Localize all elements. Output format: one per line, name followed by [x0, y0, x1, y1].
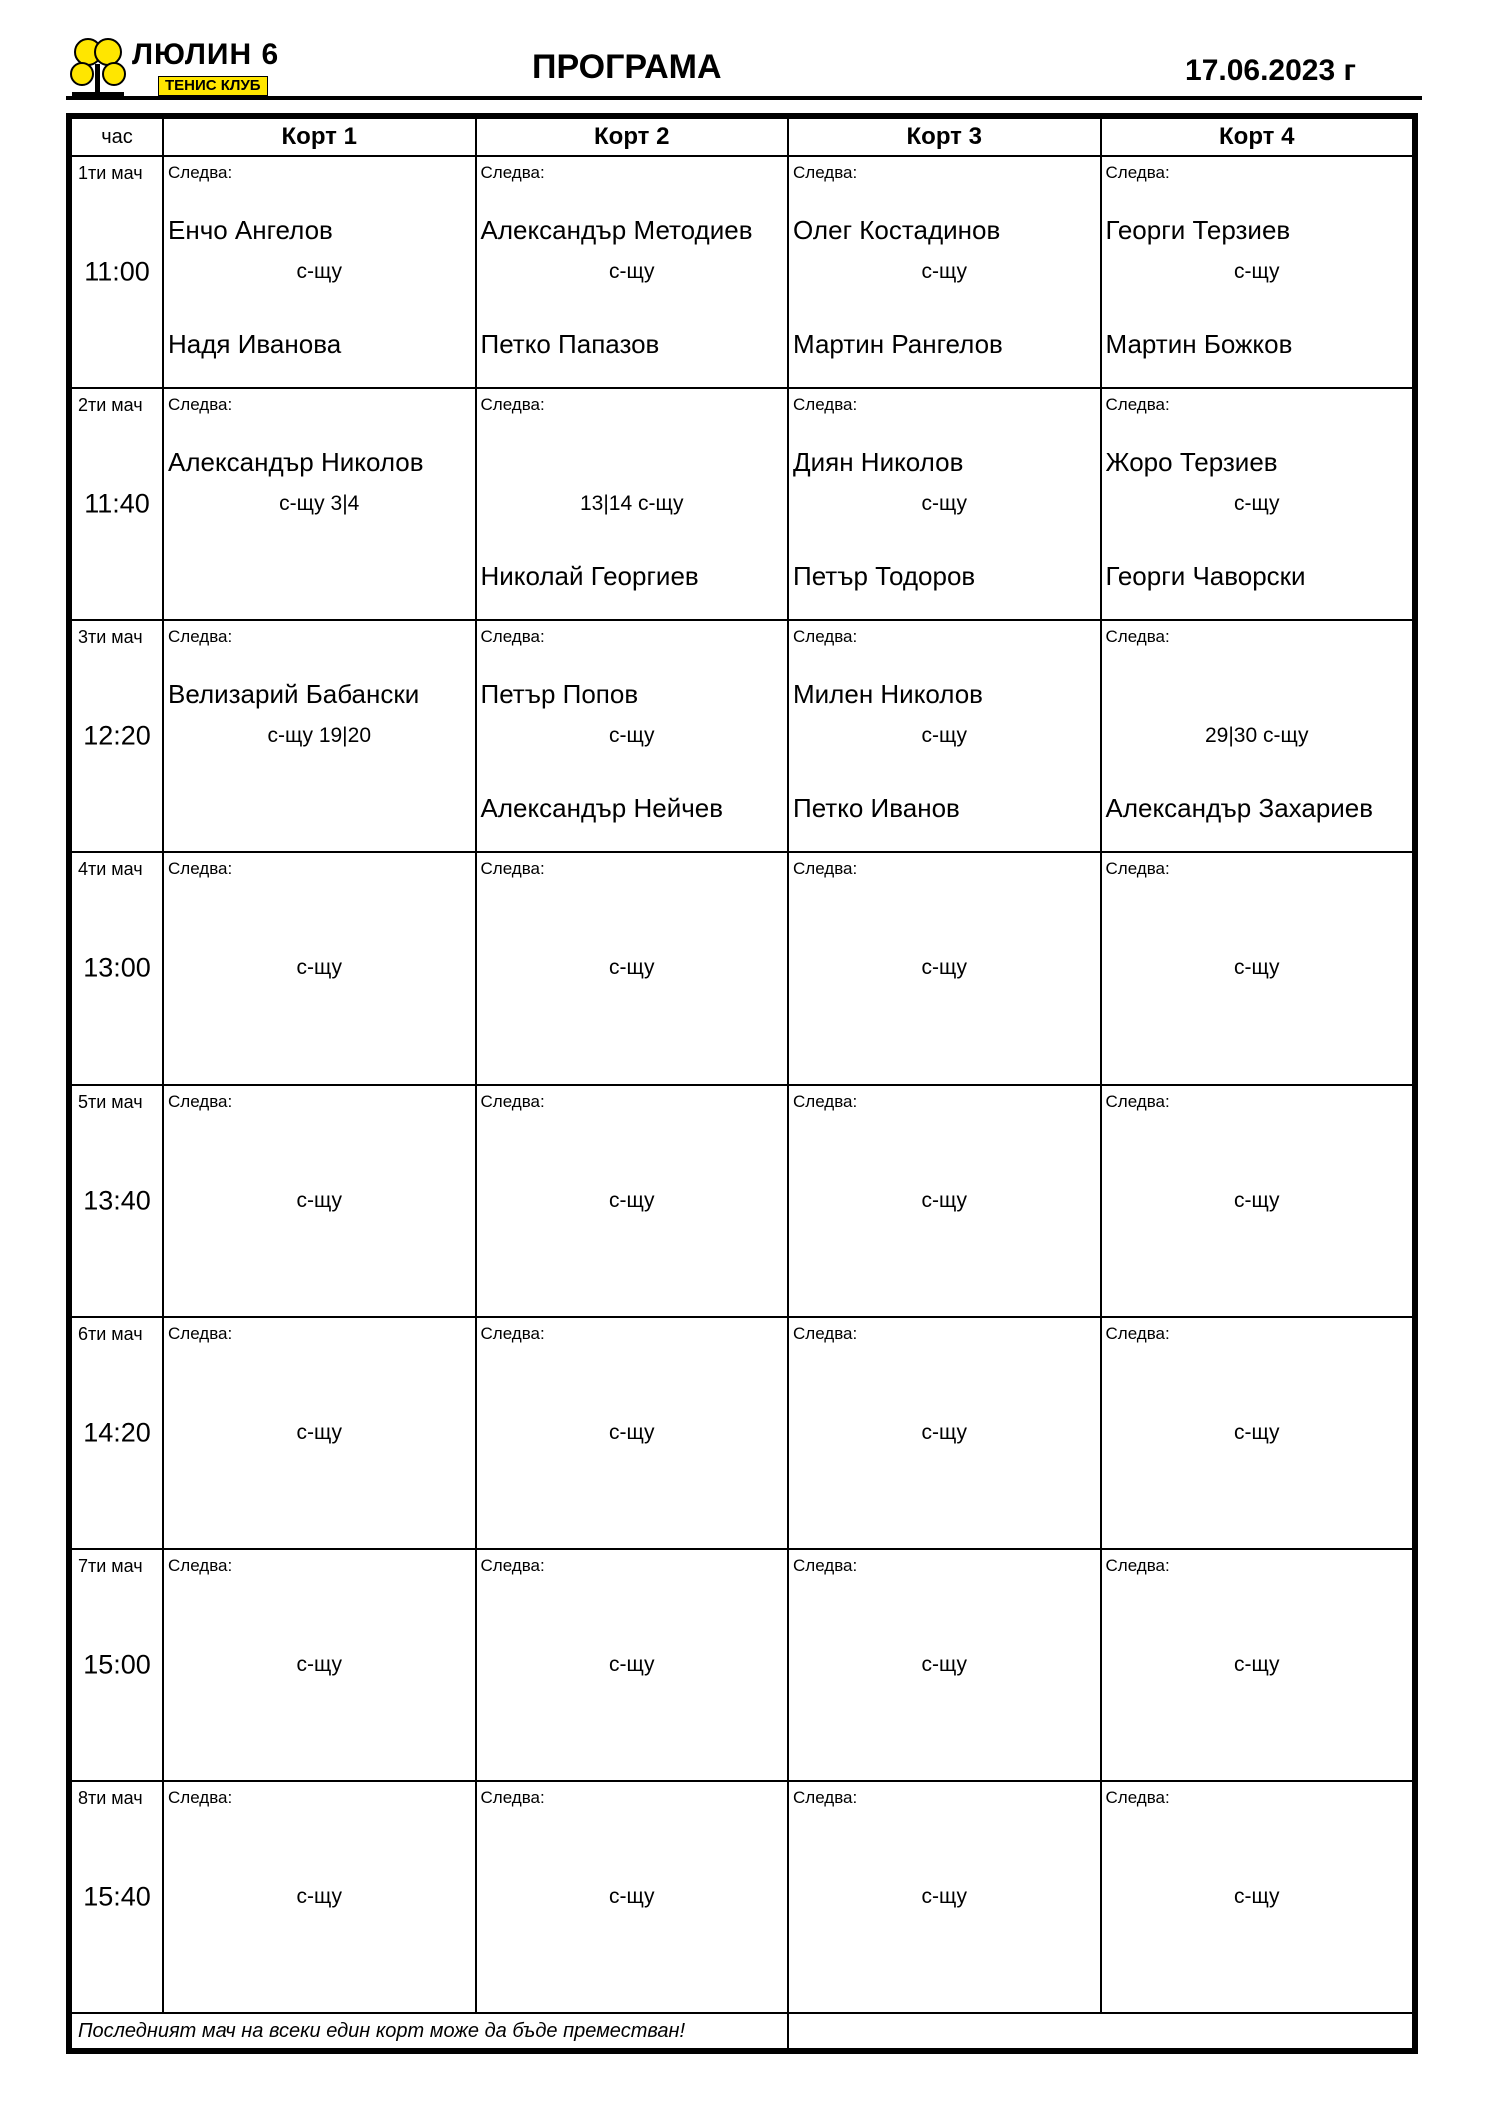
- match-cell: [788, 620, 1101, 852]
- versus-label: с-щу: [296, 1884, 342, 1908]
- versus-label: с-щу: [296, 1420, 342, 1444]
- next-label: Следва:: [1105, 1787, 1170, 1807]
- next-label: Следва:: [1105, 859, 1170, 879]
- table-row: [71, 620, 1413, 852]
- versus-label: с-щу: [608, 1420, 655, 1444]
- match-time: 13:40: [83, 1185, 151, 1215]
- next-label: Следва:: [480, 163, 545, 182]
- match-time: 13:00: [83, 952, 151, 983]
- next-label: Следва:: [480, 395, 545, 415]
- slot-cell: [71, 1549, 163, 1781]
- versus-label: с-щу: [1233, 492, 1280, 516]
- player-one: Енчо Ангелов: [168, 215, 333, 245]
- next-label: Следва:: [480, 1787, 545, 1807]
- next-label: Следва:: [480, 1555, 545, 1575]
- versus-label: с-щу: [296, 1652, 342, 1676]
- match-cell: [788, 388, 1101, 620]
- next-label: Следва:: [793, 859, 858, 879]
- next-label: Следва:: [1105, 1091, 1170, 1111]
- player-one: Александър Методиев: [480, 215, 753, 245]
- versus-label: с-щу: [921, 1420, 967, 1444]
- slot-cell: [71, 620, 163, 852]
- next-label: Следва:: [168, 859, 233, 879]
- match-cell: [788, 1317, 1101, 1549]
- next-label: Следва:: [480, 1323, 545, 1343]
- match-cell: [1101, 388, 1414, 620]
- match-cell: [788, 852, 1101, 1084]
- player-two: Мартин Рангелов: [793, 329, 1003, 359]
- match-number: 8ти мач: [78, 1787, 143, 1808]
- versus-label: с-щу: [921, 724, 967, 748]
- match-cell: [1101, 620, 1414, 852]
- match-number: 2ти мач: [78, 395, 143, 416]
- versus-label: с-щу: [296, 260, 342, 283]
- next-label: Следва:: [793, 627, 858, 647]
- versus-label: с-щу: [1233, 1652, 1280, 1676]
- slot-cell: [71, 852, 163, 1084]
- player-one: Велизарий Бабански: [168, 679, 420, 710]
- next-label: Следва:: [1105, 163, 1170, 182]
- court-header: Корт 3: [788, 118, 1101, 156]
- match-cell: [1101, 852, 1414, 1084]
- player-two: Николай Георгиев: [480, 561, 699, 592]
- next-label: Следва:: [168, 1555, 233, 1575]
- versus-label: с-щу 3|4: [279, 492, 360, 516]
- next-label: Следва:: [793, 1555, 858, 1575]
- table-row: [71, 156, 1413, 388]
- match-cell: [1101, 156, 1414, 388]
- next-label: Следва:: [1105, 1555, 1170, 1575]
- versus-label: с-щу: [1233, 956, 1280, 980]
- club-logo: [66, 34, 296, 98]
- versus-label: с-щу: [608, 1652, 655, 1676]
- match-cell: [163, 852, 476, 1084]
- player-two: Петър Тодоров: [793, 561, 976, 592]
- match-time: 15:40: [83, 1881, 151, 1912]
- versus-label: с-щу: [608, 1188, 655, 1212]
- versus-label: с-щу: [921, 956, 967, 980]
- versus-label: 13|14 с-щу: [579, 492, 684, 516]
- next-label: Следва:: [480, 859, 545, 879]
- match-cell: [476, 1781, 789, 2013]
- slot-cell: [71, 1317, 163, 1549]
- match-cell: [788, 156, 1101, 388]
- player-one: Олег Костадинов: [793, 215, 1001, 245]
- logo-title: ЛЮЛИН 6: [132, 38, 280, 71]
- page-title: ПРОГРАМА: [532, 48, 722, 86]
- versus-label: с-щу: [608, 260, 655, 283]
- court-header: Корт 1: [163, 118, 476, 156]
- player-two: Мартин Божков: [1105, 329, 1293, 359]
- next-label: Следва:: [480, 627, 545, 647]
- table-row: [71, 1317, 1413, 1549]
- match-number: 6ти мач: [78, 1323, 143, 1344]
- logo-subtitle: ТЕНИС КЛУБ: [158, 76, 268, 96]
- match-cell: [163, 1781, 476, 2013]
- next-label: Следва:: [793, 1091, 858, 1111]
- match-number: 3ти мач: [78, 627, 143, 648]
- versus-label: с-щу: [921, 260, 967, 283]
- match-cell: [163, 620, 476, 852]
- schedule-date: 17.06.2023 г: [1185, 54, 1356, 87]
- match-number: 4ти мач: [78, 859, 143, 880]
- versus-label: с-щу: [921, 492, 967, 516]
- match-number: 7ти мач: [78, 1555, 143, 1576]
- next-label: Следва:: [168, 163, 233, 182]
- table-header-row: [71, 118, 1413, 156]
- slot-cell: [71, 1781, 163, 2013]
- match-cell: [163, 1549, 476, 1781]
- next-label: Следва:: [1105, 395, 1170, 415]
- next-label: Следва:: [168, 1787, 233, 1807]
- versus-label: с-щу: [921, 1188, 967, 1212]
- next-label: Следва:: [793, 1787, 858, 1807]
- versus-label: с-щу: [296, 1188, 342, 1212]
- match-time: 15:00: [83, 1649, 151, 1680]
- match-cell: [163, 1085, 476, 1317]
- next-label: Следва:: [168, 395, 233, 415]
- match-cell: [788, 1549, 1101, 1781]
- versus-label: с-щу: [921, 1884, 967, 1908]
- slot-cell: [71, 156, 163, 388]
- match-time: 14:20: [83, 1417, 151, 1448]
- match-cell: [788, 1085, 1101, 1317]
- match-number: 1ти мач: [78, 163, 143, 183]
- match-number: 5ти мач: [78, 1091, 143, 1112]
- player-one: Александър Николов: [168, 447, 424, 478]
- player-two: Александър Нейчев: [480, 793, 724, 824]
- match-cell: [476, 388, 789, 620]
- footer-note: Последният мач на всеки един корт може да бъде преместван!: [78, 2019, 686, 2042]
- player-two: Петко Иванов: [793, 793, 960, 824]
- match-cell: [163, 1317, 476, 1549]
- match-cell: [1101, 1317, 1414, 1549]
- versus-label: с-щу: [1233, 260, 1280, 283]
- match-cell: [163, 388, 476, 620]
- table-row: [71, 1085, 1413, 1317]
- table-row: [71, 852, 1413, 1084]
- versus-label: с-щу: [1233, 1188, 1280, 1212]
- tennis-balls-tree-icon: [66, 34, 130, 98]
- page-header: [66, 28, 1422, 98]
- player-one: Диян Николов: [793, 447, 964, 478]
- table-row: [71, 1781, 1413, 2013]
- next-label: Следва:: [793, 1323, 858, 1343]
- versus-label: с-щу: [921, 1652, 967, 1676]
- footer-empty-cell: [788, 2013, 1413, 2049]
- footer-note-cell: [71, 2013, 788, 2049]
- match-cell: [476, 156, 789, 388]
- table-row: [71, 1549, 1413, 1781]
- court-header: Корт 4: [1101, 118, 1414, 156]
- court-header: Корт 2: [476, 118, 789, 156]
- player-two: Георги Чаворски: [1105, 561, 1306, 592]
- next-label: Следва:: [168, 627, 233, 647]
- next-label: Следва:: [793, 163, 858, 182]
- next-label: Следва:: [1105, 627, 1170, 647]
- match-cell: [476, 1549, 789, 1781]
- schedule-table: [66, 113, 1418, 2054]
- match-time: 11:00: [84, 256, 150, 287]
- player-two: Александър Захариев: [1105, 793, 1374, 824]
- versus-label: с-щу: [296, 956, 342, 980]
- match-cell: [788, 1781, 1101, 2013]
- next-label: Следва:: [1105, 1323, 1170, 1343]
- match-cell: [476, 620, 789, 852]
- player-one: Милен Николов: [793, 679, 983, 710]
- match-cell: [163, 156, 476, 388]
- next-label: Следва:: [168, 1091, 233, 1111]
- player-one: Георги Терзиев: [1105, 215, 1291, 245]
- match-cell: [1101, 1781, 1414, 2013]
- slot-cell: [71, 1085, 163, 1317]
- table-row: [71, 388, 1413, 620]
- match-cell: [476, 1317, 789, 1549]
- versus-label: с-щу: [608, 956, 655, 980]
- match-time: 12:20: [83, 720, 151, 751]
- hour-column-header: час: [71, 118, 163, 156]
- next-label: Следва:: [480, 1091, 545, 1111]
- player-one: Жоро Терзиев: [1105, 447, 1278, 478]
- match-time: 11:40: [84, 488, 150, 519]
- match-cell: [1101, 1549, 1414, 1781]
- versus-label: с-щу 19|20: [267, 724, 371, 748]
- header-divider: [66, 96, 1422, 100]
- player-one: Петър Попов: [480, 679, 639, 710]
- versus-label: с-щу: [608, 724, 655, 748]
- match-cell: [476, 1085, 789, 1317]
- versus-label: с-щу: [1233, 1884, 1280, 1908]
- match-cell: [476, 852, 789, 1084]
- footer-row: [71, 2013, 1413, 2049]
- versus-label: с-щу: [1233, 1420, 1280, 1444]
- next-label: Следва:: [793, 395, 858, 415]
- versus-label: 29|30 с-щу: [1204, 724, 1309, 748]
- versus-label: с-щу: [608, 1884, 655, 1908]
- match-cell: [1101, 1085, 1414, 1317]
- player-two: Надя Иванова: [168, 329, 342, 359]
- player-two: Петко Папазов: [480, 329, 660, 359]
- slot-cell: [71, 388, 163, 620]
- next-label: Следва:: [168, 1323, 233, 1343]
